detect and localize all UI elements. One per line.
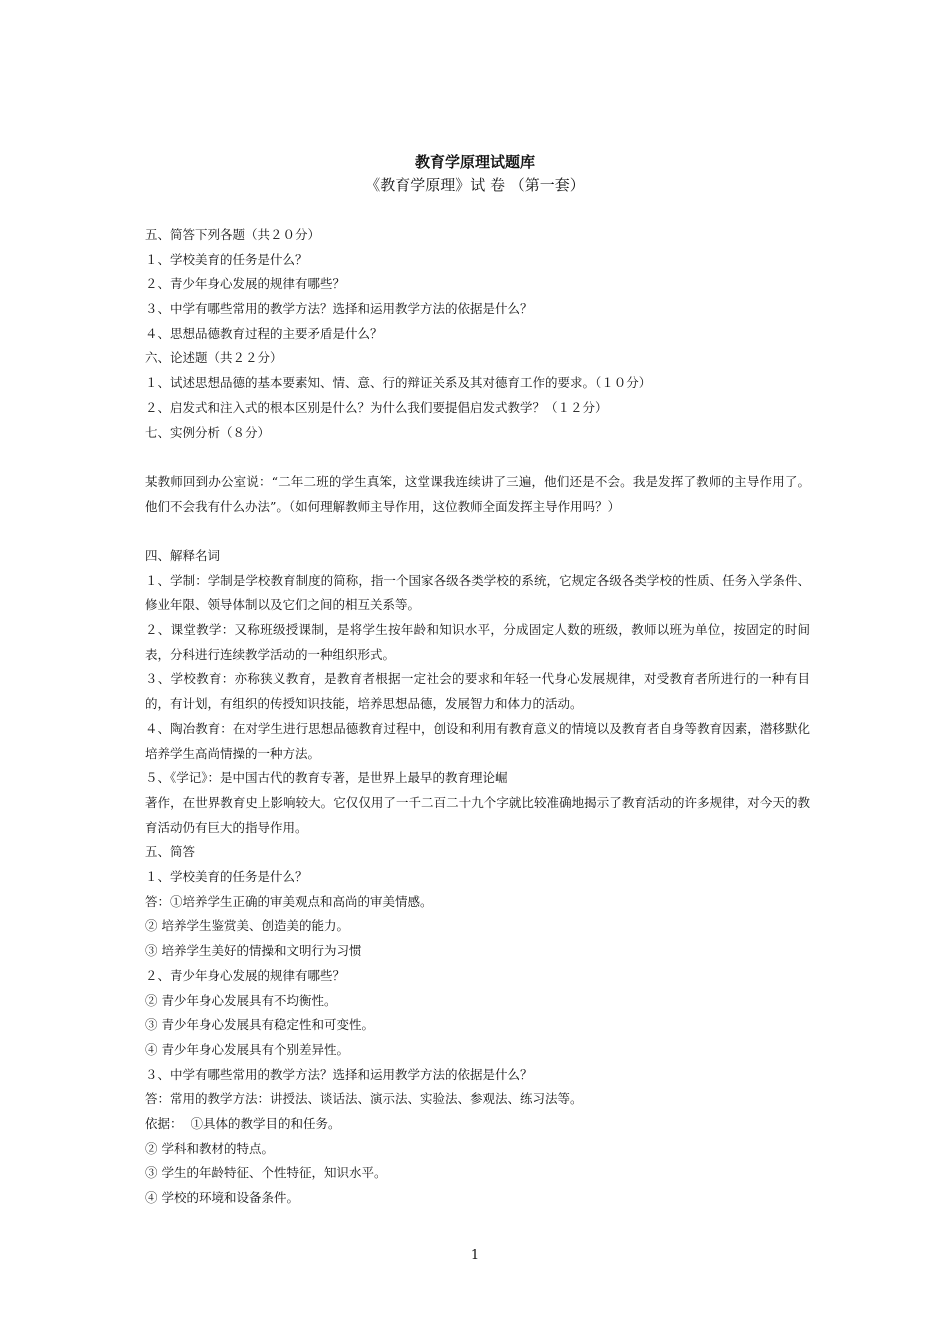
answer-question: ２、青少年身心发展的规律有哪些？ [145,967,346,983]
spacer [145,519,810,544]
document-subtitle: 《教育学原理》试 卷 （第一套） [365,176,585,194]
section-heading-case-analysis: 七、实例分析（８分） [145,424,271,440]
answer-item: 依据： ①具体的教学目的和任务。 [145,1115,341,1131]
question-item: ２、青少年身心发展的规律有哪些？ [145,276,346,292]
answer-question: １、学校美育的任务是什么？ [145,869,308,885]
answer-item: ③ 青少年身心发展具有稳定性和可变性。 [145,1017,374,1033]
spacer [145,445,810,470]
question-item: ２、启发式和注入式的根本区别是什么？为什么我们要提倡启发式教学？（１２分） [145,399,608,415]
answer-item: ③ 学生的年龄特征、个性特征，知识水平。 [145,1165,387,1181]
section-heading-terms: 四、解释名词 [145,547,221,563]
question-item: １、学校美育的任务是什么？ [145,251,308,267]
term-definition: ２、课堂教学：又称班级授课制，是将学生按年龄和知识水平，分成固定人数的班级，教师以班为单位，按固定的时间表，分科进行连续教学活动的一种组织形式。 [145,622,810,662]
case-paragraph: 某教师回到办公室说：“二年二班的学生真笨，这堂课我连续讲了三遍，他们还是不会。我是发挥了教师的主导作用了。他们不会我有什么办法”。（如何理解教师主导作用，这位教师全面发挥主导作用吗？） [145,473,810,514]
document-title: 教育学原理试题库 [414,153,535,171]
document-body [145,223,810,1211]
answer-item: ② 青少年身心发展具有不均衡性。 [145,992,337,1008]
section-heading-answers: 五、简答 [145,844,196,860]
term-definition: ３、学校教育：亦称狭义教育，是教育者根据一定社会的要求和年轻一代身心发展规律，对受教育者所进行的一种有目的，有计划，有组织的传授知识技能，培养思想品德，发展智力和体力的活动。 [145,671,810,712]
page-number: 1 [470,1248,480,1263]
answer-item: ④ 青少年身心发展具有个别差异性。 [145,1041,349,1057]
answer-item: ② 培养学生鉴赏美、创造美的能力。 [145,918,349,934]
section-heading-essay: 六、论述题（共２２分） [145,350,283,366]
answer-question: ３、中学有哪些常用的教学方法？选择和运用教学方法的依据是什么？ [145,1066,533,1082]
term-definition-first-line: ５、《学记》：是中国古代的教育专著，是世界上最早的教育理论崛 [145,770,508,786]
term-definition: ４、陶冶教育：在对学生进行思想品德教育过程中，创设和利用有教育意义的情境以及教育者自身等教育因素，潜移默化培养学生高尚情操的一种方法。 [145,720,810,761]
term-definition: １、学制：学制是学校教育制度的简称，指一个国家各级各类学校的系统，它规定各级各类学校的性质、任务入学条件、修业年限、领导体制以及它们之间的相互关系等。 [145,572,810,613]
answer-item: ④ 学校的环境和设备条件。 [145,1190,299,1205]
question-item: ４、思想品德教育过程的主要矛盾是什么？ [145,325,383,341]
answer-item: 答：①培养学生正确的审美观点和高尚的审美情感。 [145,893,433,909]
answer-item: 答：常用的教学方法：讲授法、谈话法、演示法、实验法、参观法、练习法等。 [145,1091,583,1107]
term-definition-continued: 著作，在世界教育史上影响较大。它仅仅用了一千二百二十九个字就比较准确地揭示了教育活动的许多规律，对今天的教育活动仍有巨大的指导作用。 [145,794,810,835]
question-item: １、试述思想品德的基本要素知、情、意、行的辩证关系及其对德育工作的要求。（１０分） [145,375,652,391]
answer-item: ② 学科和教材的特点。 [145,1140,274,1156]
answer-item: ③ 培养学生美好的情操和文明行为习惯 [145,943,362,959]
question-item: ３、中学有哪些常用的教学方法？选择和运用教学方法的依据是什么？ [145,301,533,317]
section-heading-short-answer: 五、简答下列各题（共２０分） [145,227,321,242]
